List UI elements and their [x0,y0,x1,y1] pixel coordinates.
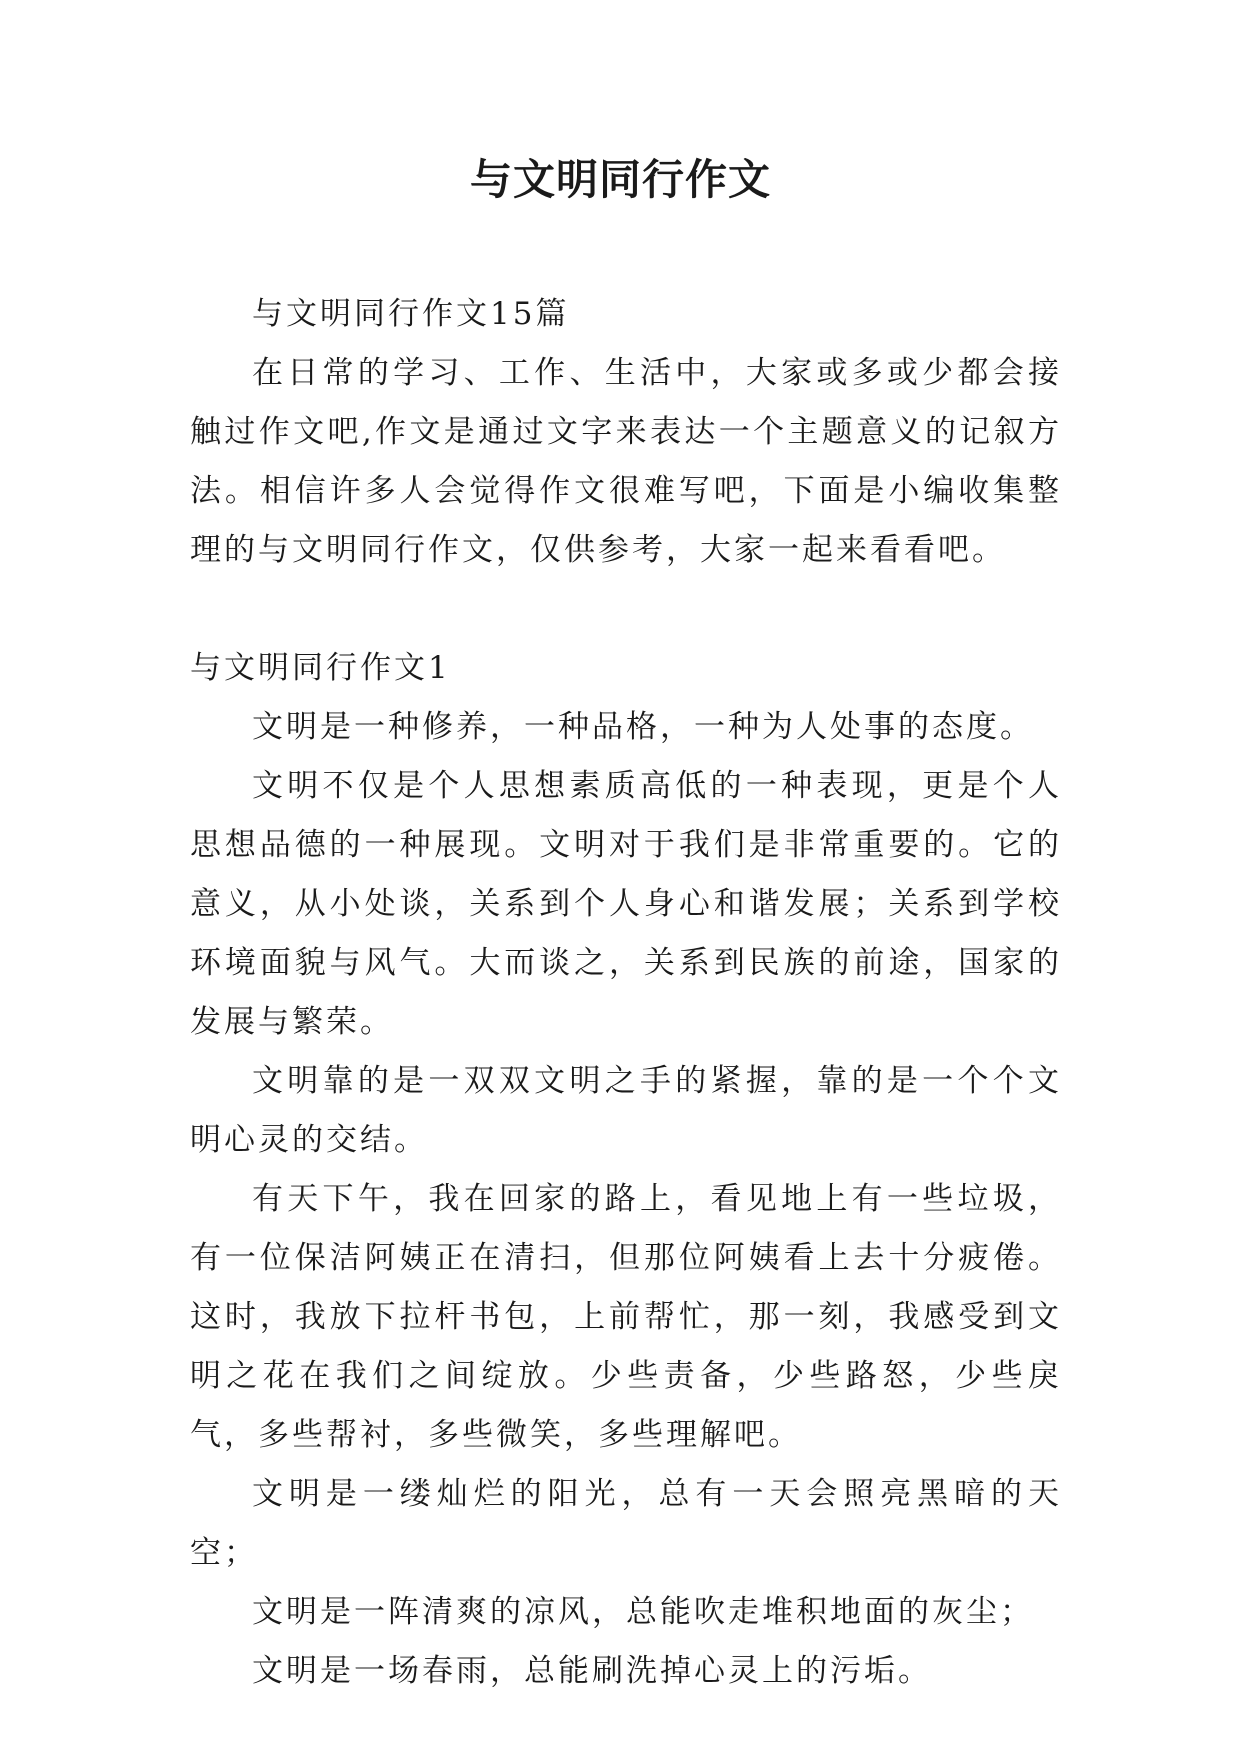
body-paragraph: 文明不仅是个人思想素质高低的一种表现，更是个人思想品德的一种展现。文明对于我们是非常重要的。它的意义，从小处谈，关系到个人身心和谐发展；关系到学校环境面貌与风气。大而谈之，关系到民族的前途，国家的发展与繁荣。 [190,768,1062,1040]
body-paragraph: 有天下午，我在回家的路上，看见地上有一些垃圾，有一位保洁阿姨正在清扫，但那位阿姨看上去十分疲倦。这时，我放下拉杆书包，上前帮忙，那一刻，我感受到文明之花在我们之间绽放。少些责备，少些路怒，少些戾气，多些帮衬，多些微笑，多些理解吧。 [190,1181,1062,1453]
document-body [190,285,1062,1701]
intro-paragraph: 在日常的学习、工作、生活中，大家或多或少都会接触过作文吧,作文是通过文字来表达一个主题意义的记叙方法。相信许多人会觉得作文很难写吧，下面是小编收集整理的与文明同行作文，仅供参考，大家一起来看看吧。 [190,355,1062,568]
section-heading: 与文明同行作文1 [190,650,451,686]
body-paragraph: 文明是一缕灿烂的阳光，总有一天会照亮黑暗的天空； [190,1476,1062,1571]
body-paragraph: 文明是一场春雨，总能刷洗掉心灵上的污垢。 [252,1653,932,1689]
subtitle-paragraph: 与文明同行作文15篇 [252,296,570,332]
body-paragraph: 文明是一种修养，一种品格，一种为人处事的态度。 [252,709,1034,745]
body-paragraph: 文明是一阵清爽的凉风，总能吹走堆积地面的灰尘； [252,1594,1034,1630]
body-paragraph: 文明靠的是一双双文明之手的紧握，靠的是一个个文明心灵的交结。 [190,1063,1062,1158]
document-title: 与文明同行作文 [469,155,771,204]
